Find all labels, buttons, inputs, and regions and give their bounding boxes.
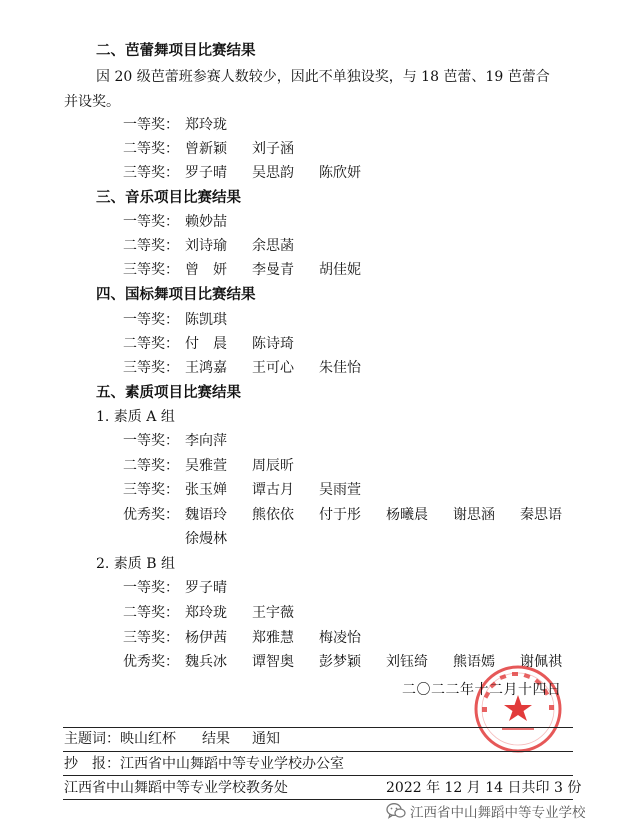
winner-name: 李曼青 (252, 262, 294, 278)
winner-name: 杨伊茜 (185, 630, 227, 646)
award-label: 一等奖： (123, 117, 179, 133)
keyword: 映山红杯 (120, 731, 176, 747)
winner-name: 罗子晴 (185, 165, 227, 181)
ballet-note-line1: 因 20 级芭蕾班参赛人数较少，因此不单独设奖，与 18 芭蕾、19 芭蕾合 (96, 69, 550, 85)
winner-name: 徐熳林 (185, 531, 227, 547)
group-a-title: 1. 素质 A 组 (96, 409, 175, 425)
cc-label: 抄 报： (64, 756, 120, 772)
award-label: 三等奖： (123, 360, 179, 376)
group-b-title: 2. 素质 B 组 (96, 556, 175, 572)
keyword: 结果 (202, 731, 230, 747)
winner-name: 吴雨萱 (319, 482, 361, 498)
winner-name: 魏语玲 (185, 507, 227, 523)
watermark-text: 江西省中山舞蹈中等专业学校 (410, 805, 586, 821)
ballet-note-line2: 并设奖。 (64, 94, 120, 110)
ballroom-section-title: 四、国标舞项目比赛结果 (96, 287, 256, 303)
quality-section-title: 五、素质项目比赛结果 (96, 385, 241, 401)
winner-name: 陈欣妍 (319, 165, 361, 181)
award-label: 优秀奖： (123, 654, 179, 670)
winner-name: 朱佳怡 (319, 360, 361, 376)
winner-name: 刘钰绮 (386, 654, 428, 670)
winner-name: 王鸿嘉 (185, 360, 227, 376)
winner-name: 王可心 (252, 360, 294, 376)
award-label: 二等奖： (123, 458, 179, 474)
winner-name: 曾新颖 (185, 141, 227, 157)
winner-name: 彭梦颖 (319, 654, 361, 670)
ballet-section-title: 二、芭蕾舞项目比赛结果 (96, 43, 256, 59)
winner-name: 刘诗瑜 (185, 238, 227, 254)
keywords-line (64, 730, 280, 748)
cc-line (64, 755, 344, 773)
winner-name: 张玉婵 (185, 482, 227, 498)
winner-name: 王宇薇 (252, 605, 294, 621)
award-label: 三等奖： (123, 262, 179, 278)
music-section-title: 三、音乐项目比赛结果 (96, 190, 241, 206)
winner-name: 余思菡 (252, 238, 294, 254)
winner-name: 付于彤 (319, 507, 361, 523)
winner-name: 谢思涵 (453, 507, 495, 523)
award-label: 优秀奖： (123, 507, 179, 523)
award-label: 一等奖： (123, 433, 179, 449)
winner-name: 周辰昕 (252, 458, 294, 474)
footer-divider-top (63, 727, 573, 728)
award-label: 三等奖： (123, 165, 179, 181)
award-label: 三等奖： (123, 482, 179, 498)
award-label: 一等奖： (123, 312, 179, 328)
winner-name: 谢佩祺 (520, 654, 562, 670)
print-info: 2022 年 12 月 14 日共印 3 份 (386, 780, 582, 796)
winner-name: 刘子涵 (252, 141, 294, 157)
winner-name: 曾 妍 (185, 262, 227, 278)
wechat-watermark (386, 800, 586, 822)
winner-name: 梅凌怡 (319, 630, 361, 646)
winner-name: 赖妙喆 (185, 214, 227, 230)
award-label: 三等奖： (123, 630, 179, 646)
winner-name: 胡佳妮 (319, 262, 361, 278)
award-label: 二等奖： (123, 605, 179, 621)
award-label: 一等奖： (123, 214, 179, 230)
winner-name: 罗子晴 (185, 580, 227, 596)
winner-name: 吴思韵 (252, 165, 294, 181)
award-label: 二等奖： (123, 238, 179, 254)
award-label: 二等奖： (123, 336, 179, 352)
official-seal (472, 663, 564, 755)
winner-name: 魏兵冰 (185, 654, 227, 670)
winner-name: 吴雅萱 (185, 458, 227, 474)
award-label: 二等奖： (123, 141, 179, 157)
footer-divider-lower (63, 775, 573, 776)
keywords-label: 主题词： (64, 731, 120, 747)
award-label: 一等奖： (123, 580, 179, 596)
wechat-icon (386, 802, 406, 820)
winner-name: 李向萍 (185, 433, 227, 449)
keyword: 通知 (252, 731, 280, 747)
footer-divider-mid (63, 751, 573, 752)
winner-name: 郑雅慧 (252, 630, 294, 646)
winner-name: 熊依依 (252, 507, 294, 523)
issue-date: 二〇二二年十二月十四日 (402, 682, 562, 698)
winner-name: 熊语嫣 (453, 654, 495, 670)
winner-name: 郑玲珑 (185, 117, 227, 133)
winner-name: 陈诗琦 (252, 336, 294, 352)
winner-name: 谭古月 (252, 482, 294, 498)
cc-value: 江西省中山舞蹈中等专业学校办公室 (120, 756, 344, 772)
winner-name: 陈凯琪 (185, 312, 227, 328)
winner-name: 秦思语 (520, 507, 562, 523)
winner-name: 谭智奥 (252, 654, 294, 670)
winner-name: 杨曦晨 (386, 507, 428, 523)
winner-name: 付 晨 (185, 336, 227, 352)
winner-name: 郑玲珑 (185, 605, 227, 621)
issuer: 江西省中山舞蹈中等专业学校教务处 (64, 780, 288, 796)
